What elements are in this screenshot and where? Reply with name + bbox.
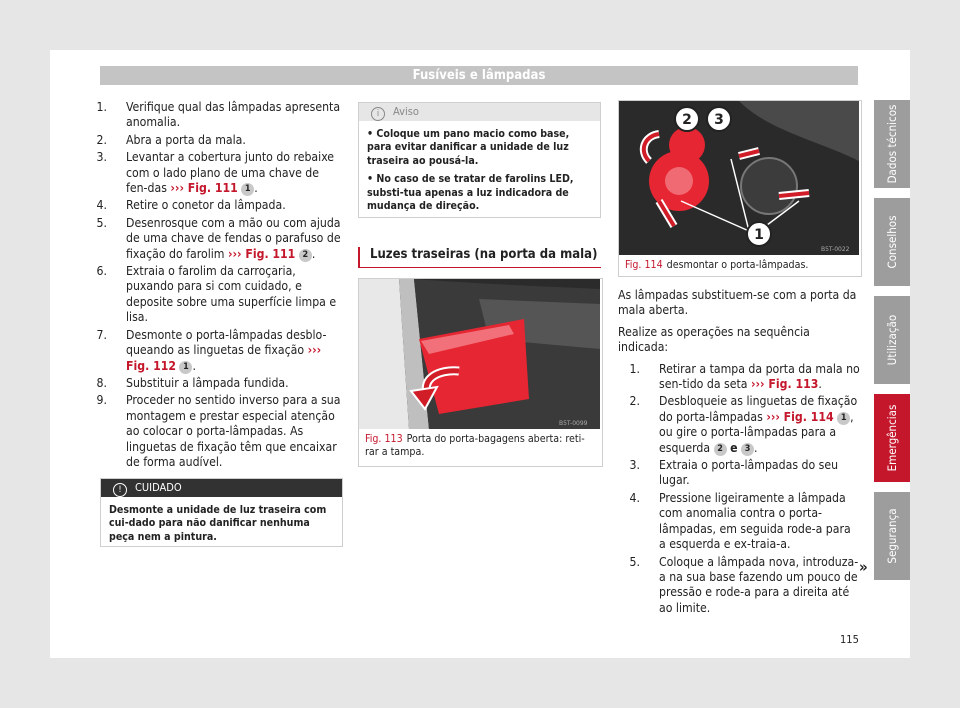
callout-2: 2 [682, 112, 692, 128]
note-box [358, 102, 601, 218]
callout-badge: 3 [741, 443, 754, 456]
image-code: B5T-0022 [821, 246, 850, 253]
exclamation-circle-icon: ! [113, 483, 127, 497]
figure-113 [358, 278, 603, 467]
list-item: 2. Desbloqueie as linguetas de fixação do porta-lâmpadas ››› Fig. 114 1 , ou gire o porta-lâmpadas para a esquerda 2 e 3 . [629, 394, 858, 455]
callout-badge: 2 [714, 443, 727, 456]
column-right [618, 288, 860, 618]
note-header: i Aviso [359, 103, 600, 121]
callout-badge: 1 [837, 412, 850, 425]
steps-list-left [85, 100, 343, 470]
intro-paragraph: Realize as operações na sequência indicada: [618, 324, 810, 355]
list-item: 2. Abra a porta da mala. [96, 132, 246, 147]
intro-paragraph: As lâmpadas substituem-se com a porta da mala aberta. [618, 288, 857, 318]
image-code: B5T-0099 [559, 420, 588, 427]
tailgate-image [359, 279, 600, 429]
tab-utilizacao[interactable]: Utilização [874, 296, 910, 384]
figure-caption: Fig. 113 Porta do porta-bagagens aberta: reti-rar a tampa. [365, 433, 585, 459]
figure-link[interactable]: ››› Fig. 114 [766, 409, 834, 424]
list-item: 3. Levantar a cobertura junto do rebaixe com o lado plano de uma chave de fen-das ››› Fig. 111 1 . [96, 150, 335, 196]
figure-link[interactable]: ››› Fig. 111 [227, 246, 296, 261]
list-item: 1. Retirar a tampa da porta da mala no sen-tido da seta ››› Fig. 113. [629, 361, 860, 392]
tab-conselhos[interactable]: Conselhos [874, 198, 910, 286]
tab-emergencias[interactable]: Emergências [874, 394, 910, 482]
info-icon: i [371, 107, 385, 121]
callout-3: 3 [714, 112, 724, 128]
figure-caption: Fig. 114 desmontar o porta-lâmpadas. [625, 259, 809, 271]
list-item: 5. Coloque a lâmpada nova, introduza-a na sua base fazendo um pouco de pressão e rode-a para a direita até ao limite. [629, 554, 859, 615]
caution-text: Desmonte a unidade de luz traseira com cui-dado para não danificar nenhuma peça nem a pintura. [109, 504, 327, 543]
steps-list-right [618, 362, 860, 617]
tab-seguranca[interactable]: Segurança [874, 492, 910, 580]
figure-link[interactable]: ››› Fig. 112 [126, 343, 322, 373]
section-heading: Luzes traseiras (na porta da mala) [358, 247, 601, 268]
page-header: Fusíveis e lâmpadas [100, 66, 858, 85]
list-item: 3. Extraia o porta-lâmpadas do seu lugar. [629, 458, 839, 488]
note-body [359, 121, 600, 226]
caution-header: ! CUIDADO [101, 479, 342, 497]
tab-dados-tecnicos[interactable]: Dados técnicos [874, 100, 910, 188]
note-item: • Coloque um pano macio como base, para evitar danificar a unidade de luz traseira ao pousá-la. [367, 128, 570, 167]
figure-link[interactable]: ››› Fig. 113 [751, 377, 819, 392]
callout-badge: 2 [299, 249, 312, 262]
list-item: 8. Substituir a lâmpada fundida. [96, 375, 289, 390]
figure-link[interactable]: ››› Fig. 111 [170, 181, 238, 196]
list-item: 9. Proceder no sentido inverso para a sua montagem e prestar especial atenção ao colocar o porta-lâmpadas. As linguetas de fixação têm que encaixar de forma audível. [96, 393, 341, 469]
note-item: • No caso de se tratar de farolins LED, substi-tua apenas a luz indicadora de mudança de direção. [367, 173, 574, 213]
page-number: 115 [840, 633, 859, 646]
continue-marker: » [859, 558, 868, 576]
caution-box [100, 478, 343, 547]
list-item: 1. Verifique qual das lâmpadas apresenta anomalia. [96, 100, 341, 130]
column-left [85, 100, 343, 472]
list-item: 4. Retire o conetor da lâmpada. [96, 198, 286, 213]
callout-badge: 1 [241, 183, 254, 196]
list-item: 7. Desmonte o porta-lâmpadas desblo-queando as linguetas de fixação ››› Fig. 112 1 . [96, 327, 327, 373]
callout-1: 1 [754, 227, 764, 243]
list-item: 5. Desenrosque com a mão ou com ajuda de uma chave de fendas o parafuso de fixação do farolim ››› Fig. 111 2 . [96, 215, 341, 261]
figure-114 [618, 100, 862, 277]
callout-badge: 1 [179, 361, 192, 374]
list-item: 4. Pressione ligeiramente a lâmpada com anomalia contra o porta-lâmpadas, em seguida rode-a para a esquerda e ex-traia-a. [629, 490, 851, 552]
list-item: 6. Extraia o farolim da carroçaria, puxando para si com cuidado, e deposite sobre uma superfície limpa e lisa. [96, 264, 337, 325]
lamp-holder-image [619, 101, 859, 255]
